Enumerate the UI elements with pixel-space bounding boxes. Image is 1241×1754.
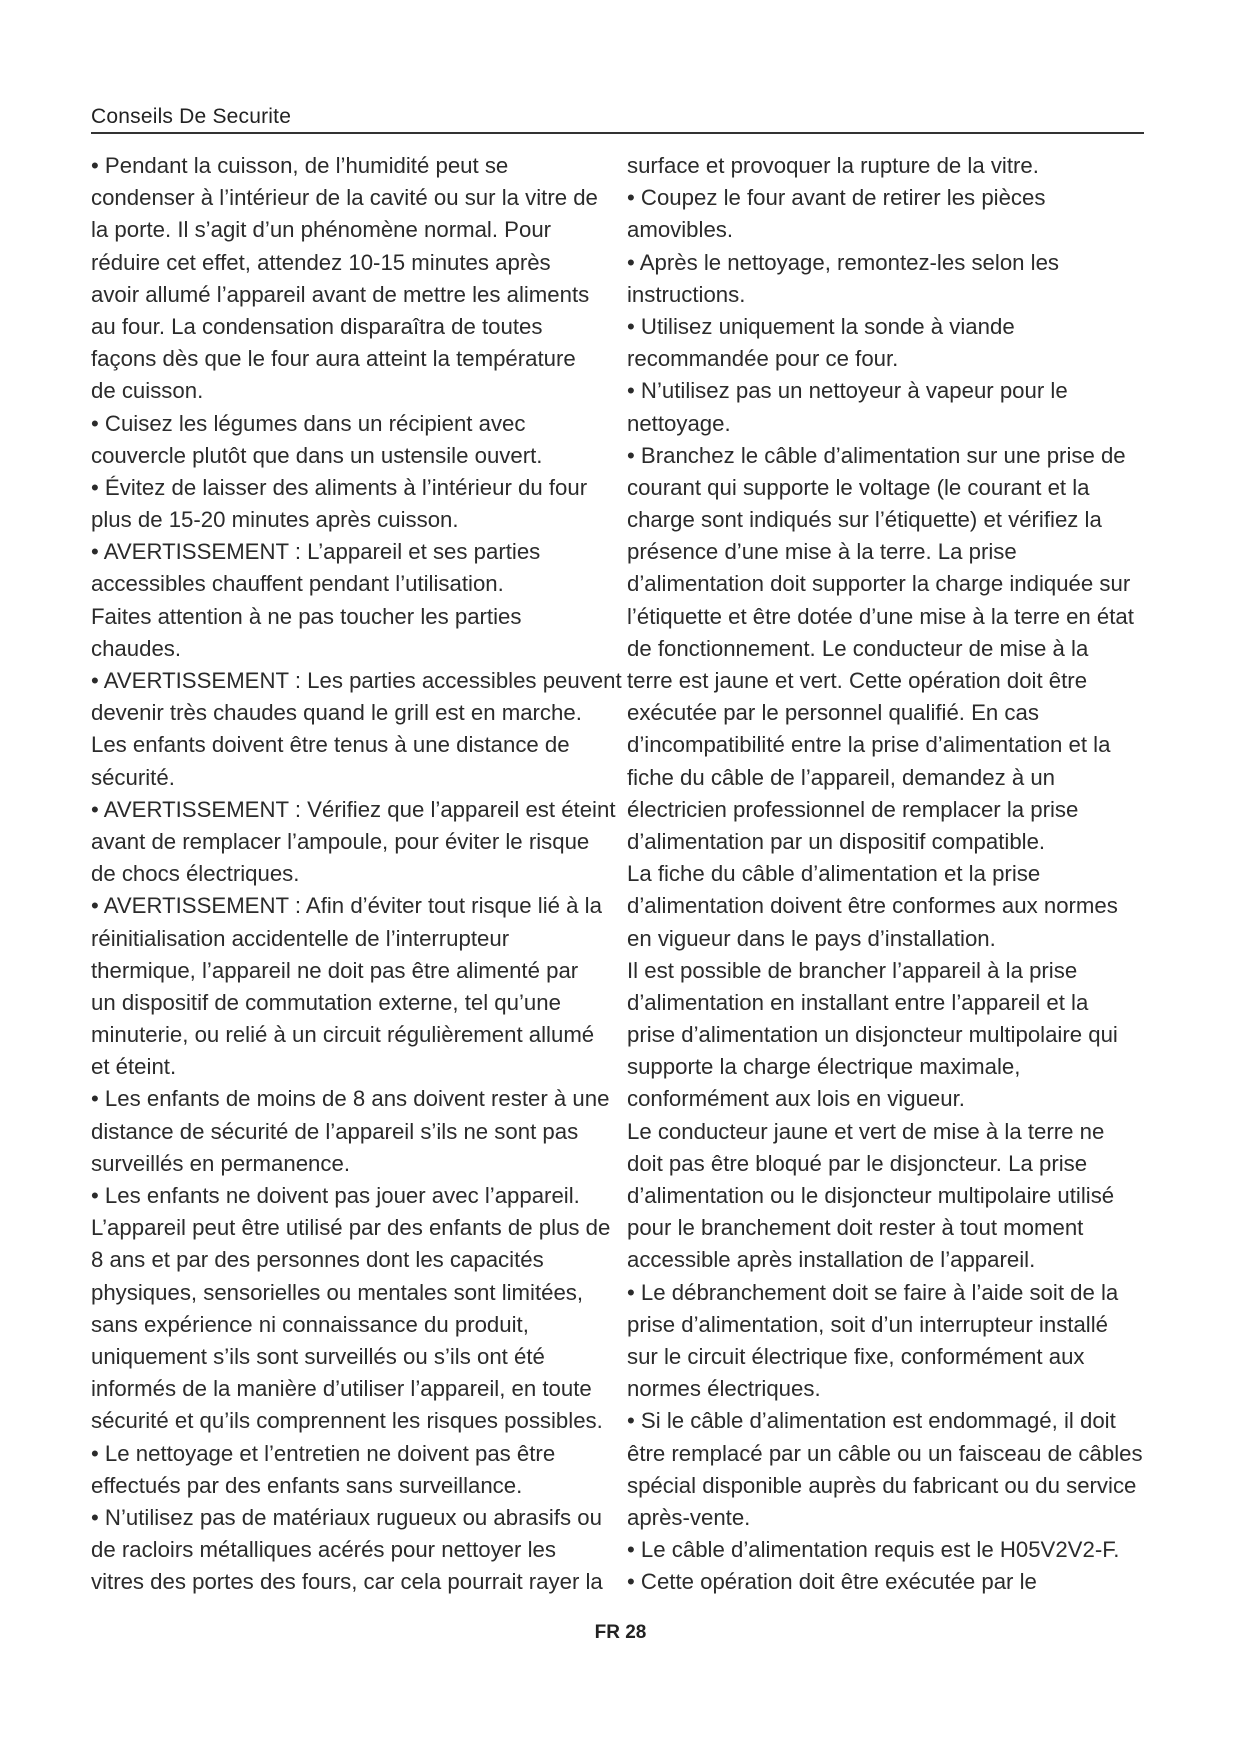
text-line: • Évitez de laisser des aliments à l’intérieur du four bbox=[91, 474, 588, 500]
page-number: FR 28 bbox=[594, 1622, 647, 1643]
text-line: • N’utilisez pas de matériaux rugueux ou abrasifs ou bbox=[91, 1504, 602, 1530]
text-line: 8 ans et par des personnes dont les capacités bbox=[91, 1247, 544, 1273]
text-line: de chocs électriques. bbox=[91, 861, 300, 887]
text-line: réinitialisation accidentelle de l’interrupteur bbox=[91, 925, 510, 951]
right-text-column bbox=[627, 150, 1143, 1598]
text-line: accessibles chauffent pendant l’utilisation. bbox=[91, 571, 504, 597]
text-line: effectués par des enfants sans surveillance. bbox=[91, 1472, 523, 1498]
text-line: Les enfants doivent être tenus à une distance de bbox=[91, 732, 570, 758]
text-line: et éteint. bbox=[91, 1054, 177, 1080]
text-line: normes électriques. bbox=[627, 1376, 821, 1402]
text-line: l’étiquette et être dotée d’une mise à la terre en état bbox=[627, 603, 1134, 629]
text-line: avoir allumé l’appareil avant de mettre les aliments bbox=[91, 281, 590, 307]
text-line: électricien professionnel de remplacer la prise bbox=[627, 796, 1079, 822]
text-line: être remplacé par un câble ou un faisceau de câbles bbox=[627, 1440, 1143, 1466]
text-line: vitres des portes des fours, car cela pourrait rayer la bbox=[91, 1569, 603, 1595]
text-line: • Les enfants de moins de 8 ans doivent rester à une bbox=[91, 1086, 610, 1112]
text-line: Le conducteur jaune et vert de mise à la terre ne bbox=[627, 1118, 1105, 1144]
text-line: couvercle plutôt que dans un ustensile ouvert. bbox=[91, 442, 543, 468]
text-line: d’alimentation doit supporter la charge indiquée sur bbox=[627, 571, 1131, 597]
text-line: surveillés en permanence. bbox=[91, 1150, 350, 1176]
text-line: d’alimentation doivent être conformes aux normes bbox=[627, 893, 1118, 919]
text-line: présence d’une mise à la terre. La prise bbox=[627, 539, 1017, 565]
text-line: la porte. Il s’agit d’un phénomène normal. Pour bbox=[91, 217, 552, 243]
text-line: distance de sécurité de l’appareil s’ils ne sont pas bbox=[91, 1118, 579, 1144]
text-line: courant qui supporte le voltage (le courant et la bbox=[627, 474, 1090, 500]
text-line: • Cuisez les légumes dans un récipient avec bbox=[91, 410, 526, 436]
text-line: • Cette opération doit être exécutée par le bbox=[627, 1569, 1037, 1595]
text-line: • AVERTISSEMENT : Afin d’éviter tout risque lié à la bbox=[91, 893, 602, 919]
text-line: • Branchez le câble d’alimentation sur une prise de bbox=[627, 442, 1126, 468]
text-line: • Le débranchement doit se faire à l’aide soit de la bbox=[627, 1279, 1119, 1305]
text-line: doit pas être bloqué par le disjoncteur. La prise bbox=[627, 1150, 1088, 1176]
text-line: amovibles. bbox=[627, 217, 734, 243]
text-line: • N’utilisez pas un nettoyeur à vapeur pour le bbox=[627, 378, 1068, 404]
page-header bbox=[91, 100, 1144, 134]
text-line: terre est jaune et vert. Cette opération doit être bbox=[627, 668, 1088, 693]
text-line: surface et provoquer la rupture de la vitre. bbox=[627, 153, 1039, 178]
text-line: plus de 15-20 minutes après cuisson. bbox=[91, 507, 459, 533]
text-line: • Pendant la cuisson, de l’humidité peut se bbox=[91, 153, 509, 178]
text-line: réduire cet effet, attendez 10-15 minutes après bbox=[91, 249, 551, 275]
text-line: • Le câble d’alimentation requis est le H05V2V2-F. bbox=[627, 1537, 1120, 1563]
text-line: chaudes. bbox=[91, 635, 182, 661]
text-line: • Si le câble d’alimentation est endommagé, il doit bbox=[627, 1408, 1116, 1434]
text-line: • AVERTISSEMENT : L’appareil et ses parties bbox=[91, 539, 541, 565]
text-line: • AVERTISSEMENT : Vérifiez que l’appareil est éteint bbox=[91, 796, 616, 822]
text-line: • Après le nettoyage, remontez-les selon les bbox=[627, 249, 1060, 275]
text-line: avant de remplacer l’ampoule, pour éviter le risque bbox=[91, 828, 590, 854]
text-line: minuterie, ou relié à un circuit régulièrement allumé bbox=[91, 1022, 595, 1048]
text-line: d’alimentation en installant entre l’appareil et la bbox=[627, 989, 1089, 1015]
text-line: d’incompatibilité entre la prise d’alimentation et la bbox=[627, 732, 1111, 758]
text-line: sur le circuit électrique fixe, conformément aux bbox=[627, 1343, 1085, 1369]
text-line: accessible après installation de l’appareil. bbox=[627, 1247, 1036, 1273]
text-line: instructions. bbox=[627, 281, 746, 307]
text-line: L’appareil peut être utilisé par des enfants de plus de bbox=[91, 1215, 611, 1241]
text-line: sécurité et qu’ils comprennent les risques possibles. bbox=[91, 1408, 603, 1434]
text-line: après-vente. bbox=[627, 1504, 751, 1530]
text-line: devenir très chaudes quand le grill est en marche. bbox=[91, 700, 582, 726]
text-line: thermique, l’appareil ne doit pas être alimenté par bbox=[91, 957, 579, 983]
text-line: uniquement s’ils sont surveillés ou s’ils ont été bbox=[91, 1343, 545, 1369]
text-line: physiques, sensorielles ou mentales sont limitées, bbox=[91, 1279, 584, 1305]
text-line: d’alimentation ou le disjoncteur multipolaire utilisé bbox=[627, 1183, 1115, 1208]
text-line: spécial disponible auprès du fabricant ou du service bbox=[627, 1472, 1137, 1498]
text-line: condenser à l’intérieur de la cavité ou sur la vitre de bbox=[91, 185, 598, 211]
text-line: au four. La condensation disparaîtra de toutes bbox=[91, 313, 543, 339]
text-line: • Le nettoyage et l’entretien ne doivent pas être bbox=[91, 1440, 556, 1466]
text-line: de cuisson. bbox=[91, 378, 204, 404]
text-line: façons dès que le four aura atteint la température bbox=[91, 346, 576, 372]
text-line: Il est possible de brancher l’appareil à la prise bbox=[627, 957, 1078, 983]
text-line: informés de la manière d’utiliser l’appareil, en toute bbox=[91, 1376, 592, 1402]
text-line: • AVERTISSEMENT : Les parties accessibles peuvent bbox=[91, 668, 622, 693]
text-line: sécurité. bbox=[91, 764, 175, 790]
text-line: La fiche du câble d’alimentation et la prise bbox=[627, 861, 1041, 887]
text-line: • Utilisez uniquement la sonde à viande bbox=[627, 313, 1015, 339]
text-line: • Les enfants ne doivent pas jouer avec l’appareil. bbox=[91, 1183, 580, 1208]
text-line: sans expérience ni connaissance du produit, bbox=[91, 1311, 529, 1337]
text-line: recommandée pour ce four. bbox=[627, 346, 899, 372]
text-line: • Coupez le four avant de retirer les pièces bbox=[627, 185, 1046, 211]
text-line: un dispositif de commutation externe, tel qu’une bbox=[91, 989, 561, 1015]
left-text-column bbox=[91, 150, 622, 1598]
text-line: pour le branchement doit rester à tout moment bbox=[627, 1215, 1084, 1241]
text-line: supporte la charge électrique maximale, bbox=[627, 1054, 1021, 1080]
text-line: prise d’alimentation, soit d’un interrupteur installé bbox=[627, 1311, 1108, 1337]
text-line: de racloirs métalliques acérés pour nettoyer les bbox=[91, 1537, 556, 1563]
text-line: conformément aux lois en vigueur. bbox=[627, 1086, 965, 1112]
text-line: d’alimentation par un dispositif compatible. bbox=[627, 828, 1046, 854]
text-line: prise d’alimentation un disjoncteur multipolaire qui bbox=[627, 1022, 1118, 1048]
section-title: Conseils De Securite bbox=[91, 105, 292, 128]
text-line: de fonctionnement. Le conducteur de mise à la bbox=[627, 635, 1089, 661]
text-line: nettoyage. bbox=[627, 410, 731, 436]
text-line: charge sont indiqués sur l’étiquette) et vérifiez la bbox=[627, 507, 1102, 533]
text-line: exécutée par le personnel qualifié. En cas bbox=[627, 700, 1039, 726]
text-line: Faites attention à ne pas toucher les parties bbox=[91, 603, 522, 629]
text-line: fiche du câble de l’appareil, demandez à un bbox=[627, 764, 1056, 790]
text-line: en vigueur dans le pays d’installation. bbox=[627, 925, 996, 951]
